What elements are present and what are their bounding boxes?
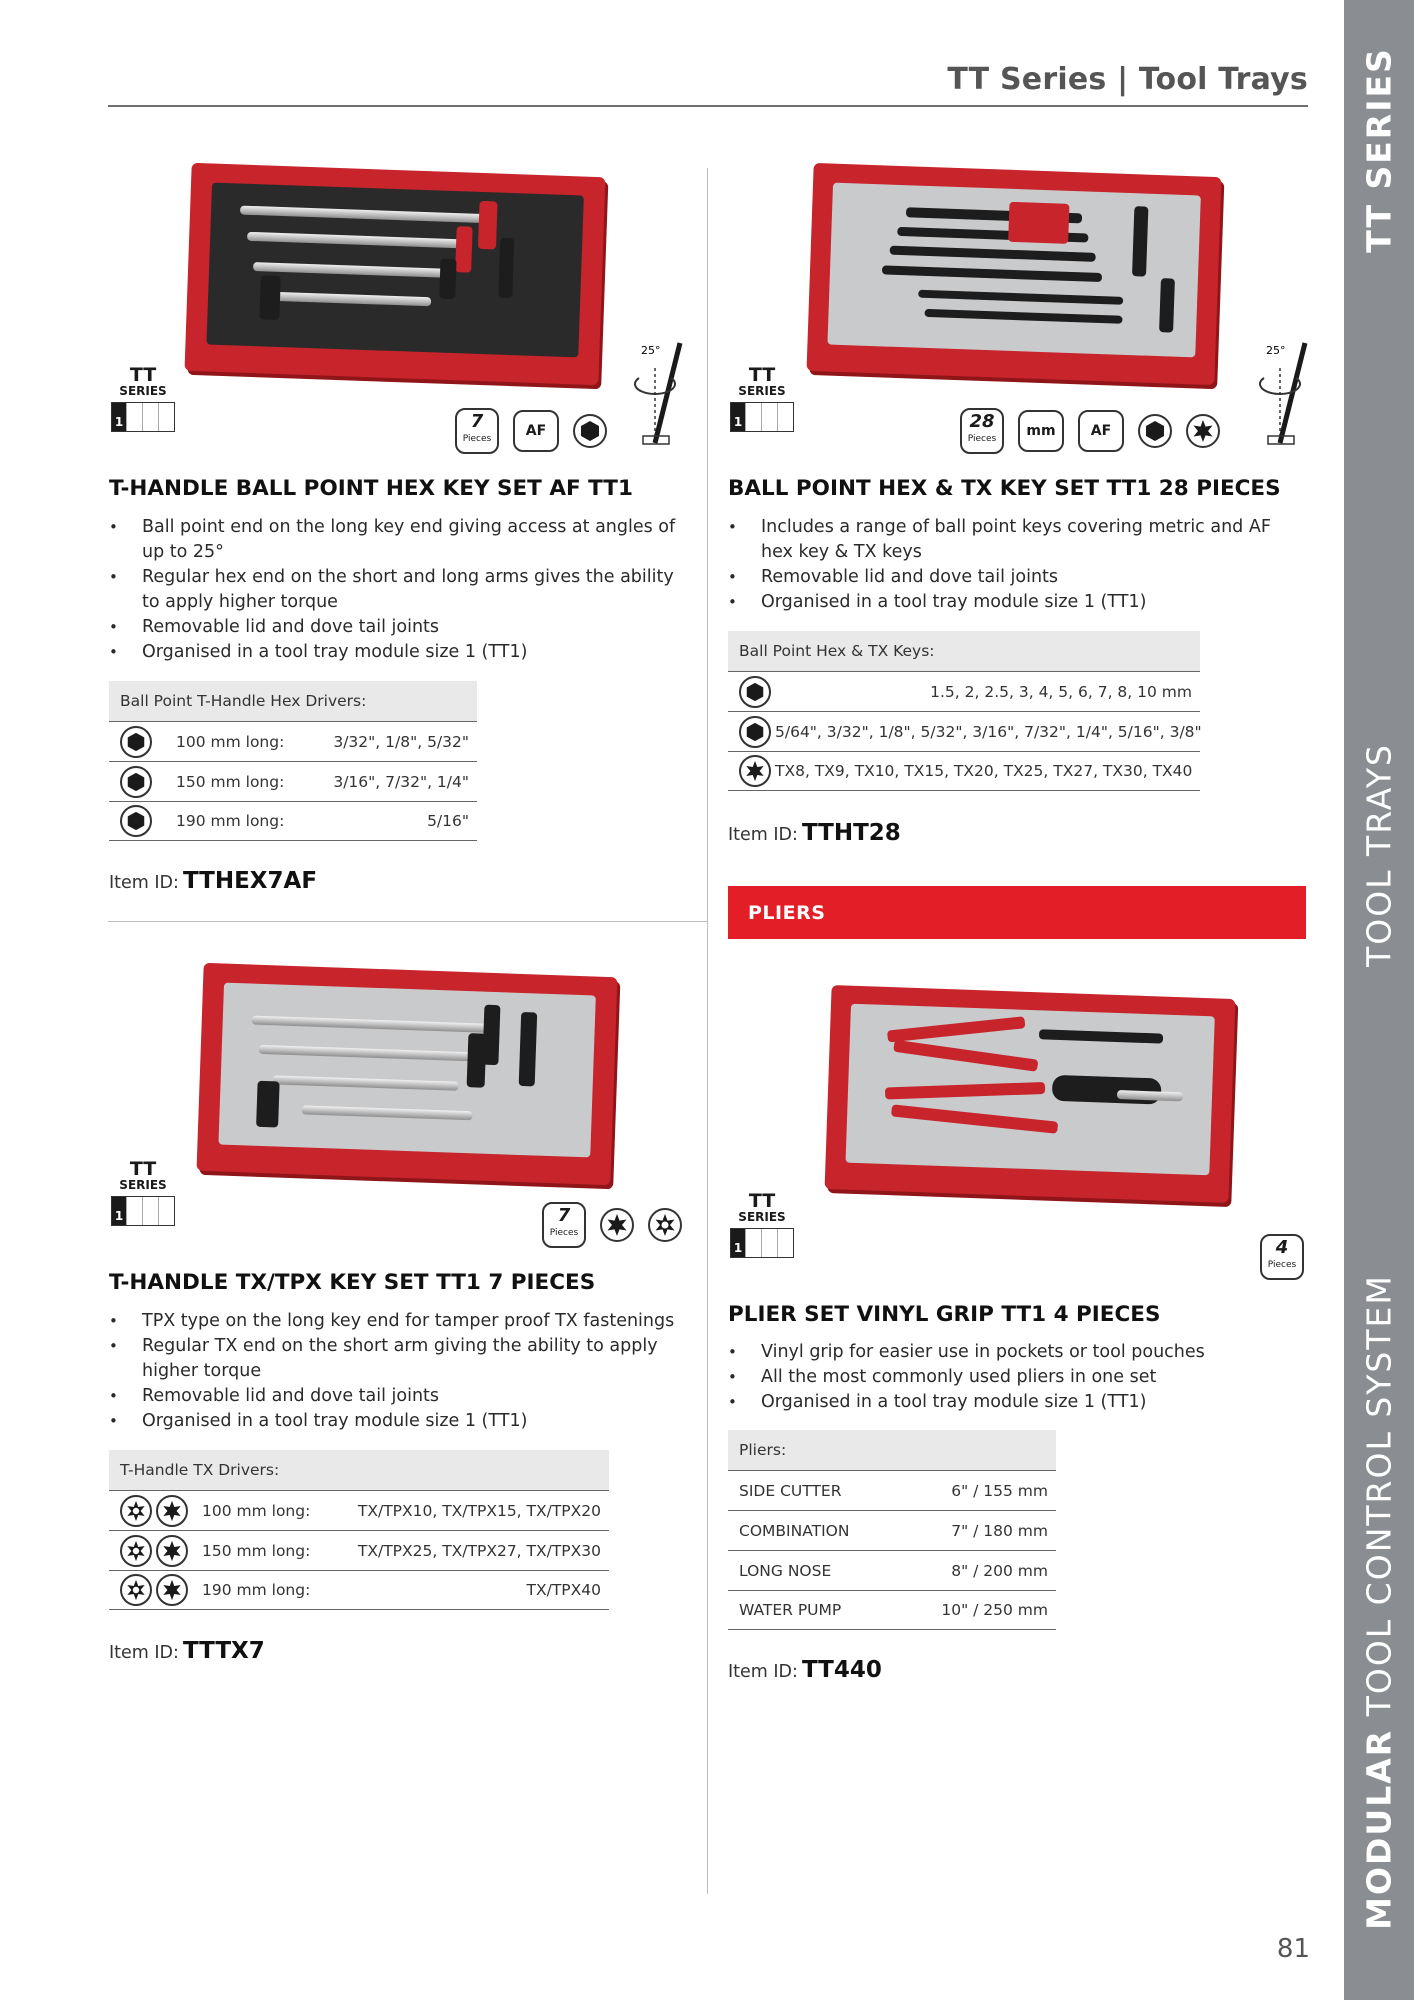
badge-tt: TT (748, 1190, 776, 1212)
item-id-label: Item ID: (109, 1643, 179, 1663)
mm-tag: mm (1018, 410, 1064, 452)
pieces-count-badge (455, 408, 499, 454)
hex-icon (573, 414, 607, 448)
side-label-tt-series: TT SERIES (1359, 47, 1399, 253)
item-id (109, 1638, 265, 1664)
hex-icon (120, 805, 152, 837)
spec-row (109, 1530, 609, 1570)
product-title: BALL POINT HEX & TX KEY SET TT1 28 PIECES (728, 476, 1281, 501)
spec-label: SIDE CUTTER (739, 1481, 842, 1500)
badge-tt: TT (129, 364, 157, 386)
spec-value: 8" / 200 mm (951, 1561, 1048, 1580)
hex-icon (1138, 414, 1172, 448)
spec-value: 3/16", 7/32", 1/4" (333, 772, 469, 791)
spec-label: 150 mm long: (202, 1541, 311, 1560)
badge-series: SERIES (119, 384, 167, 398)
spec-table-header: Ball Point Hex & TX Keys: (728, 631, 1200, 671)
feature-item: • Removable lid and dove tail joints (109, 615, 694, 640)
feature-item: • Removable lid and dove tail joints (109, 1384, 694, 1409)
spec-row (728, 671, 1200, 711)
spec-row (728, 711, 1200, 751)
product-image-tthex7af (184, 163, 605, 385)
header-rule (108, 105, 1308, 107)
spec-value: 10" / 250 mm (941, 1601, 1048, 1619)
feature-item: • Regular hex end on the short and long arms gives the ability to apply higher torque (109, 565, 694, 615)
spec-table-header: T-Handle TX Drivers: (109, 1450, 609, 1490)
spec-label: 190 mm long: (176, 812, 285, 830)
pieces-label: Pieces (1267, 1260, 1297, 1270)
product-icons (542, 1202, 682, 1248)
feature-list (728, 515, 1288, 615)
hex-icon (739, 676, 771, 708)
product-title: T-HANDLE TX/TPX KEY SET TT1 7 PIECES (109, 1270, 596, 1295)
feature-item: • All the most commonly used pliers in one set (728, 1365, 1288, 1390)
item-id-value: TTTX7 (182, 1638, 265, 1664)
feature-list (109, 1309, 694, 1434)
pieces-label: Pieces (549, 1228, 579, 1238)
item-id-label: Item ID: (728, 1662, 798, 1682)
feature-item: • Ball point end on the long key end giving access at angles of up to 25° (109, 515, 694, 565)
item-id (109, 868, 317, 894)
module-size-indicator (111, 402, 175, 432)
spec-value: 7" / 180 mm (951, 1521, 1048, 1540)
spec-row (728, 1510, 1056, 1550)
module-size-indicator (111, 1196, 175, 1226)
module-size-number: 1 (731, 1229, 745, 1257)
badge-series: SERIES (738, 384, 786, 398)
spec-table-header: Pliers: (728, 1430, 1056, 1470)
spec-row (728, 751, 1200, 791)
feature-item: • Includes a range of ball point keys covering metric and AF hex key & TX keys (728, 515, 1288, 565)
angle-label: 25° (1266, 344, 1286, 357)
spec-label: LONG NOSE (739, 1561, 832, 1580)
spec-value: 1.5, 2, 2.5, 3, 4, 5, 6, 7, 8, 10 mm (930, 682, 1192, 701)
product-image-ttht28 (806, 163, 1221, 385)
pieces-count: 7 (470, 411, 484, 432)
badge-series: SERIES (738, 1210, 786, 1224)
spec-value: 5/64", 3/32", 1/8", 5/32", 3/16", 7/32", 1/4", 5/16", 3/8" (775, 722, 1202, 741)
feature-item: • Organised in a tool tray module size 1 (TT1) (109, 640, 694, 665)
item-id (728, 820, 901, 846)
module-size-number: 1 (112, 1197, 126, 1225)
side-label-tool-trays: TOOL TRAYS (1359, 743, 1399, 967)
feature-item: • Regular TX end on the short arm giving the ability to apply higher torque (109, 1334, 694, 1384)
side-label-modular-bold: MODULAR (1359, 1728, 1399, 1930)
spec-value: TX/TPX25, TX/TPX27, TX/TPX30 (357, 1541, 601, 1560)
spec-table (728, 631, 1200, 791)
page-title: TT Series | Tool Trays (947, 62, 1308, 97)
feature-list (728, 1340, 1288, 1415)
torx-icon (156, 1495, 188, 1527)
badge-tt: TT (748, 364, 776, 386)
product-title: T-HANDLE BALL POINT HEX KEY SET AF TT1 (109, 476, 633, 501)
spec-label: 190 mm long: (202, 1581, 311, 1599)
feature-item: • TPX type on the long key end for tamper proof TX fastenings (109, 1309, 694, 1334)
row-divider (108, 921, 707, 922)
item-id-label: Item ID: (109, 873, 179, 893)
spec-row (109, 1490, 609, 1530)
angle-25-icon (625, 338, 685, 448)
product-icons (1260, 1234, 1304, 1280)
spec-label: 100 mm long: (176, 732, 285, 751)
hex-icon (739, 716, 771, 748)
spec-row (109, 1570, 609, 1610)
product-image-tttx7 (196, 963, 617, 1185)
spec-table (109, 681, 477, 841)
section-band-pliers: PLIERS (728, 886, 1306, 939)
spec-value: 3/32", 1/8", 5/32" (333, 732, 469, 751)
side-label-modular (1360, 1274, 1399, 1930)
af-tag: AF (513, 410, 559, 452)
module-size-indicator (730, 1228, 794, 1258)
torx-icon (1186, 414, 1220, 448)
spec-row (728, 1470, 1056, 1510)
product-icons (960, 408, 1220, 454)
spec-value: TX/TPX10, TX/TPX15, TX/TPX20 (357, 1501, 601, 1520)
feature-item: • Removable lid and dove tail joints (728, 565, 1288, 590)
spec-label: WATER PUMP (739, 1601, 842, 1619)
torx-tamper-icon (648, 1208, 682, 1242)
spec-row (728, 1590, 1056, 1630)
angle-25-icon (1250, 338, 1310, 448)
feature-item: • Vinyl grip for easier use in pockets or tool pouches (728, 1340, 1288, 1365)
item-id-value: TT440 (801, 1657, 882, 1683)
module-size-number: 1 (112, 403, 126, 431)
item-id (728, 1657, 882, 1683)
spec-row (109, 761, 477, 801)
spec-label: 100 mm long: (202, 1501, 311, 1520)
hex-icon (120, 726, 152, 758)
tt-series-badge (110, 366, 176, 432)
feature-item: • Organised in a tool tray module size 1 (TT1) (728, 1390, 1288, 1415)
pieces-count: 7 (557, 1205, 571, 1226)
feature-item: • Organised in a tool tray module size 1 (TT1) (728, 590, 1288, 615)
feature-item: • Organised in a tool tray module size 1 (TT1) (109, 1409, 694, 1434)
pieces-count-badge (1260, 1234, 1304, 1280)
torx-tamper-icon (120, 1535, 152, 1567)
hex-icon (120, 766, 152, 798)
pieces-label: Pieces (967, 434, 997, 444)
spec-value: 6" / 155 mm (951, 1481, 1048, 1500)
module-size-indicator (730, 402, 794, 432)
torx-icon (600, 1208, 634, 1242)
product-image-tt440 (825, 985, 1236, 1203)
side-band (1344, 0, 1414, 2000)
tt-series-badge (729, 1192, 795, 1258)
item-id-label: Item ID: (728, 825, 798, 845)
spec-value: 5/16" (427, 812, 469, 830)
pieces-count-badge (960, 408, 1004, 454)
spec-row (109, 801, 477, 841)
spec-table (109, 1450, 609, 1610)
spec-table-header: Ball Point T-Handle Hex Drivers: (109, 681, 477, 721)
page-number: 81 (1276, 1934, 1310, 1964)
spec-label: 150 mm long: (176, 772, 285, 791)
badge-series: SERIES (119, 1178, 167, 1192)
spec-label: COMBINATION (739, 1521, 850, 1540)
torx-tamper-icon (120, 1495, 152, 1527)
angle-label: 25° (641, 344, 661, 357)
product-icons (455, 408, 607, 454)
module-size-number: 1 (731, 403, 745, 431)
torx-icon (156, 1574, 188, 1606)
torx-tamper-icon (120, 1574, 152, 1606)
feature-list (109, 515, 694, 665)
item-id-value: TTHEX7AF (182, 868, 318, 894)
torx-icon (156, 1535, 188, 1567)
tt-series-badge (729, 366, 795, 432)
spec-row (109, 721, 477, 761)
column-divider (707, 168, 708, 1894)
torx-icon (739, 755, 771, 787)
spec-value: TX/TPX40 (526, 1581, 601, 1599)
pieces-count-badge (542, 1202, 586, 1248)
badge-tt: TT (129, 1158, 157, 1180)
side-label-modular-rest: TOOL CONTROL SYSTEM (1359, 1274, 1399, 1717)
af-tag: AF (1078, 410, 1124, 452)
pieces-label: Pieces (462, 434, 492, 444)
spec-table (728, 1430, 1056, 1630)
product-title: PLIER SET VINYL GRIP TT1 4 PIECES (728, 1302, 1161, 1327)
spec-row (728, 1550, 1056, 1590)
spec-value: TX8, TX9, TX10, TX15, TX20, TX25, TX27, TX30, TX40 (775, 762, 1193, 780)
pieces-count: 4 (1275, 1237, 1289, 1258)
tt-series-badge (110, 1160, 176, 1226)
pieces-count: 28 (969, 411, 995, 432)
item-id-value: TTHT28 (801, 820, 901, 846)
